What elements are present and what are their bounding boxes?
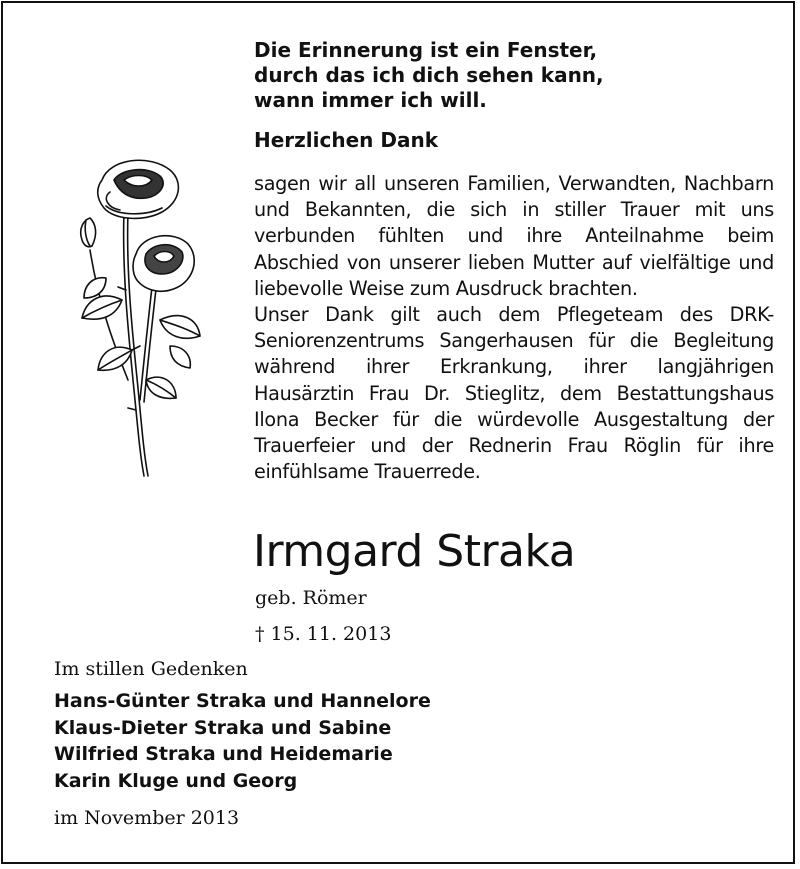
maiden-name: geb. Römer: [255, 587, 367, 609]
poem-line: durch das ich dich sehen kann,: [254, 63, 604, 87]
mourner: Klaus-Dieter Straka und Sabine: [54, 716, 392, 739]
deceased-name: Irmgard Straka: [253, 526, 576, 577]
mourner: Karin Kluge und Georg: [54, 769, 298, 792]
mourners-list: [54, 688, 431, 794]
mourner: Hans-Günter Straka und Hannelore: [54, 690, 431, 712]
thanks-heading: Herzlichen Dank: [254, 128, 439, 152]
poem: [254, 38, 774, 113]
rose-icon: [62, 150, 212, 480]
poem-line: wann immer ich will.: [254, 88, 487, 112]
death-date: † 15. 11. 2013: [255, 623, 392, 645]
thanks-paragraph-1: sagen wir all unseren Familien, Verwandten, Nachbarn und Bekannten, die sich in stiller Trauer mit uns verbunden fühlten und ihre Anteilnahme beim Abschied von unserer lieben Mutter auf vielfältige und liebevolle Weise zum Ausdruck brachten.: [254, 172, 774, 300]
memorial-intro: Im stillen Gedenken: [54, 658, 248, 680]
mourner: Wilfried Straka und Heidemarie: [54, 743, 393, 765]
thanks-paragraph-2: Unser Dank gilt auch dem Pflegeteam des DRK-Seniorenzentrums Sangerhausen für die Begleitung während ihrer Erkrankung, ihrer langjährigen Hausärztin Frau Dr. Stieglitz, dem Bestattungshaus Ilona Becker für die würdevolle Ausgestaltung der Trauerfeier und der Rednerin Frau Röglin für ihre einfühlsame Trauerrede.: [254, 303, 774, 484]
thanks-text: [254, 171, 774, 485]
poem-line: Die Erinnerung ist ein Fenster,: [254, 38, 598, 62]
notice-date: im November 2013: [54, 807, 240, 829]
